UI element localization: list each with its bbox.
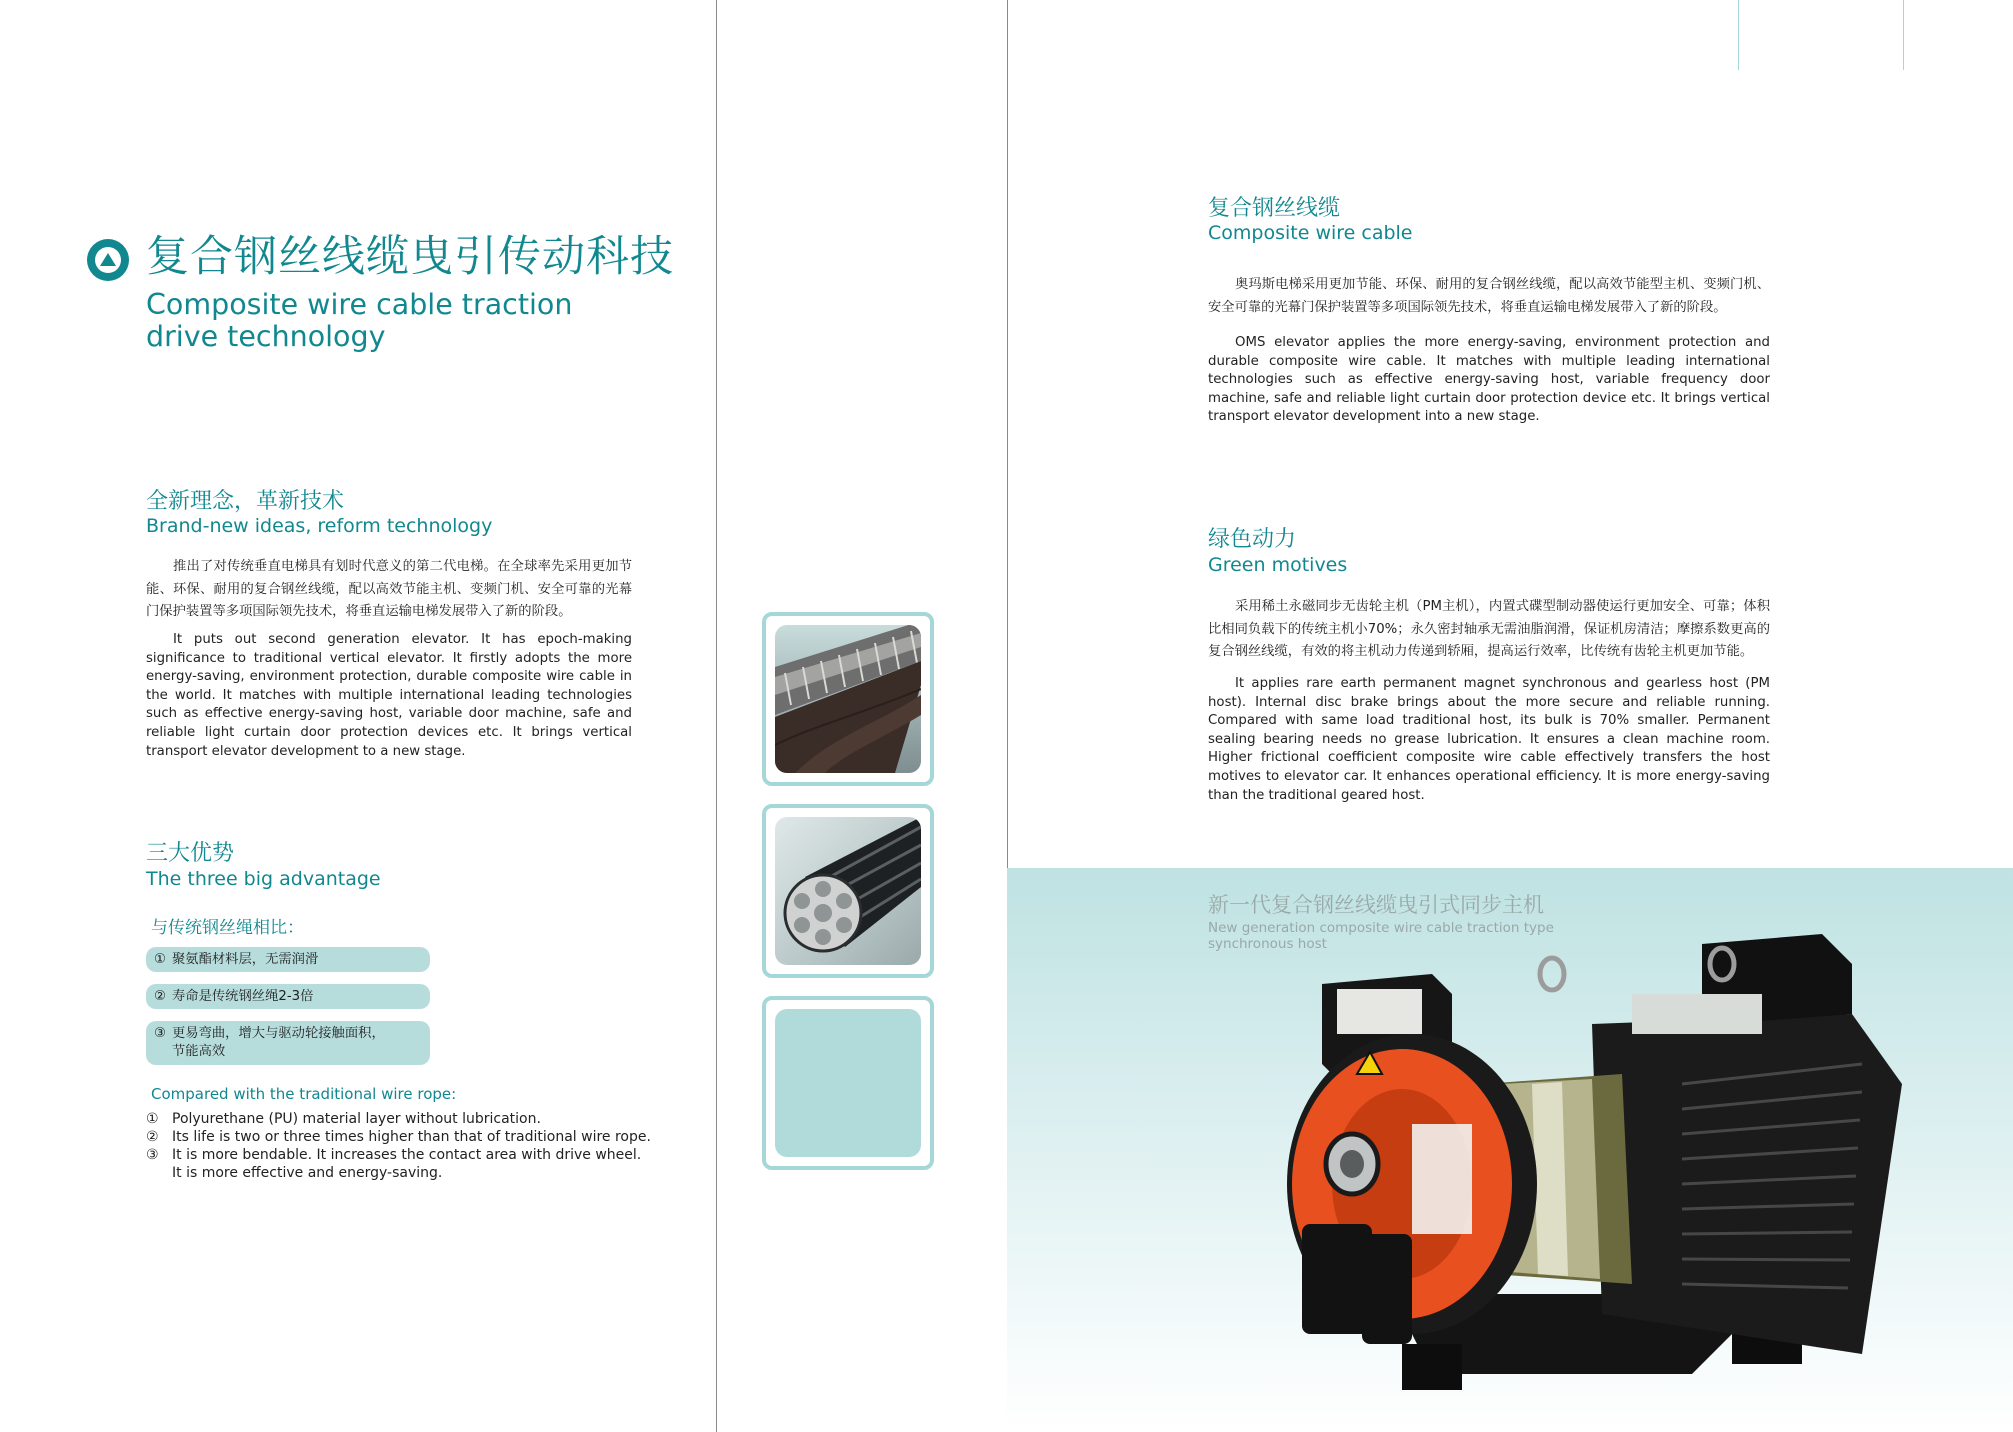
item-number: ①: [146, 1111, 159, 1127]
fold-line-left: [716, 0, 717, 1432]
compare-label-cn: 与传统钢丝绳相比：: [151, 918, 304, 938]
section-heading-cn: 全新理念，革新技术: [146, 489, 345, 514]
item-number: ①: [154, 952, 166, 967]
section-heading-cn: 复合钢丝线缆: [1208, 196, 1341, 221]
page-title-cn: 复合钢丝线缆曳引传动科技: [146, 232, 674, 282]
page-title-en-line1: Composite wire cable traction: [146, 288, 573, 321]
panel-title-en-line2: synchronous host: [1208, 936, 1327, 952]
cable-belt-photo: [775, 625, 921, 773]
paragraph-cn: 采用稀土永磁同步无齿轮主机（PM主机），内置式碟型制动器使运行更加安全、可靠；体积比相同负载下的传统主机小70%；永久密封轴承无需油脂润滑，保证机房清洁；摩擦系数更高的复合钢丝线缆，有效的将主机动力传递到轿厢，提高运行效率，比传统有齿轮主机更加节能。: [1208, 599, 1770, 659]
section-heading-en: Brand-new ideas, reform technology: [146, 515, 493, 537]
section-heading-en: Green motives: [1208, 554, 1348, 576]
image-placeholder: [775, 1009, 921, 1157]
panel-title-cn: 新一代复合钢丝线缆曳引式同步主机: [1208, 893, 1544, 917]
list-item: Polyurethane (PU) material layer without lubrication.: [172, 1111, 541, 1127]
section-heading-cn: 绿色动力: [1208, 527, 1297, 552]
advantage-list-en: [146, 1110, 706, 1190]
crop-mark: [1903, 0, 1904, 70]
paragraph-en: OMS elevator applies the more energy-saving, environment protection and durable composite wire cable. It matches with multiple leading international technologies such as effective energy-saving host, variable frequency door machine, safe and reliable light curtain door protection device etc. It brings vertical transport elevator development into a new stage.: [1208, 335, 1770, 425]
paragraph-cn: 推出了对传统垂直电梯具有划时代意义的第二代电梯。在全球率先采用更加节能、环保、耐用的复合钢丝线缆，配以高效节能主机、变频门机、安全可靠的光幕门保护装置等多项国际领先技术，将垂直运输电梯发展带入了新的阶段。: [146, 559, 632, 619]
item-number: ②: [154, 989, 166, 1004]
traction-machine-image: [1262, 934, 1902, 1404]
wire-rope-photo-frame: [762, 804, 934, 978]
cable-belt-photo-frame: [762, 612, 934, 786]
section-heading-en: The three big advantage: [146, 868, 381, 890]
image-placeholder-frame: [762, 996, 934, 1170]
list-item: Its life is two or three times higher than that of traditional wire rope.: [172, 1129, 651, 1145]
list-item: It is more bendable. It increases the contact area with drive wheel.: [172, 1147, 642, 1163]
advantage-text: 节能高效: [172, 1044, 226, 1059]
advantage-pill: [146, 1021, 430, 1065]
item-number: ③: [154, 1026, 166, 1041]
crop-mark: [1738, 0, 1739, 70]
page-title-en-line2: drive technology: [146, 320, 386, 353]
panel-title-en-line1: New generation composite wire cable traction type: [1208, 920, 1554, 936]
list-item: It is more effective and energy-saving.: [172, 1165, 443, 1181]
item-number: ②: [146, 1129, 159, 1145]
advantage-text: 更易弯曲，增大与驱动轮接触面积，: [172, 1026, 385, 1041]
advantage-pill: [146, 947, 430, 972]
compare-label-en: Compared with the traditional wire rope:: [151, 1085, 457, 1103]
paragraph-cn: 奥玛斯电梯采用更加节能、环保、耐用的复合钢丝线缆，配以高效节能型主机、变频门机、安全可靠的光幕门保护装置等多项国际领先技术，将垂直运输电梯发展带入了新的阶段。: [1208, 277, 1770, 315]
paragraph-en: It puts out second generation elevator. It has epoch-making significance to traditional vertical elevator. It firstly adopts the more energy-saving, environment protection, durable composite wire cable in the world. It matches with multiple international leading technologies such as effective energy-saving host, variable door machine, safe and reliable light curtain door protection devices etc. It brings vertical transport elevator development to a new stage.: [146, 632, 632, 759]
wire-rope-photo: [775, 817, 921, 965]
paragraph-en: It applies rare earth permanent magnet synchronous and gearless host (PM host). Internal disc brake brings about the more secure and reliable running. Compared with same load traditional host, its bulk is 70% smaller. Permanent sealing bearing needs no grease lubrication. It ensures a clean machine room. Higher frictional coefficient composite wire cable effectively transfers the host motives to elevator car. It enhances operational efficiency. It is more energy-saving than the traditional geared host.: [1208, 676, 1770, 803]
advantage-text: 聚氨酯材料层，无需润滑: [172, 952, 319, 967]
section-heading-en: Composite wire cable: [1208, 222, 1413, 244]
section-heading-cn: 三大优势: [146, 841, 235, 866]
item-number: ③: [146, 1147, 159, 1163]
triangle-badge-icon: [87, 239, 129, 281]
advantage-text: 寿命是传统钢丝绳2-3倍: [172, 989, 314, 1004]
advantage-pill: [146, 984, 430, 1009]
